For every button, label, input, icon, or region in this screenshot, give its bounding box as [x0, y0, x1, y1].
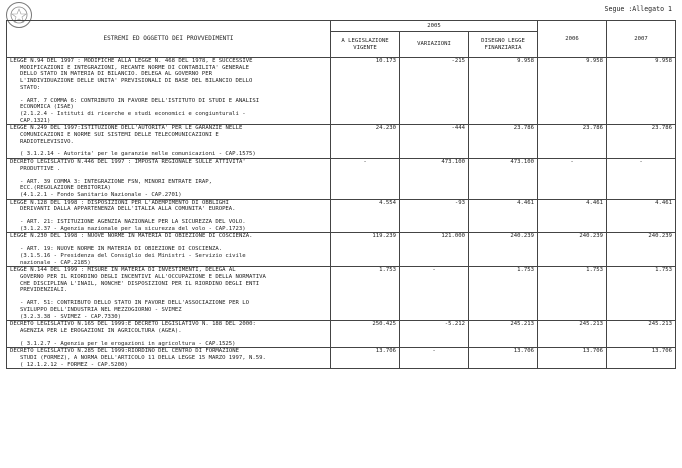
provisions-table: [6, 20, 676, 369]
column-header-2007: 2007: [607, 21, 676, 58]
table-body: [7, 58, 676, 369]
page-reference: Segue :Allegato 1: [604, 5, 672, 13]
table-row: [7, 159, 676, 200]
table-row: [7, 348, 676, 369]
article-line: SVILUPPO DELL'INDUSTRIA NEL MEZZOGIORNO - SVIMEZ: [20, 306, 182, 313]
provision-title-line: L'INDIVIDUAZIONE DELLE UNITA' PREVISIONALI DI BASE DEL BILANCIO DELLO: [20, 78, 253, 85]
value-2006: 245.213: [538, 321, 607, 348]
provision-title-line: PREVIDENZIALI.: [20, 287, 68, 294]
value-2006: 23.786: [538, 125, 607, 159]
provision-title-line: DELLO STATO IN MATERIA DI BILANCIO. DELEGA AL GOVERNO PER: [20, 71, 212, 78]
article-line: - ART. 21: ISTITUZIONE AGENZIA NAZIONALE PER LA SICUREZZA DEL VOLO.: [20, 219, 246, 226]
value-disegno-legge: 473.100: [469, 159, 538, 200]
provision-title-line: DECRETO LEGISLATIVO N.165 DEL 1999:E DECRETO LEGISLATIVO N. 188 DEL 2000:: [10, 321, 256, 328]
provision-title-line: LEGGE N.144 DEL 1999 : MISURE IN MATERIA DI INVESTIMENTI, DELEGA AL: [10, 267, 236, 274]
value-2007: 245.213: [607, 321, 676, 348]
table-row: [7, 267, 676, 321]
value-2007: -: [607, 159, 676, 200]
provision-title-line: LEGGE N.94 DEL 1997 : MODIFICHE ALLA LEGGE N. 468 DEL 1978, E SUCCESSIVE: [10, 58, 253, 64]
value-legislazione-vigente: 1.753: [331, 267, 400, 321]
table-row: [7, 125, 676, 159]
value-variazioni: -444: [400, 125, 469, 159]
value-variazioni: -: [400, 348, 469, 369]
provision-description: [7, 267, 331, 321]
value-2006: 240.239: [538, 233, 607, 267]
value-2006: -: [538, 159, 607, 200]
provision-description: [7, 348, 331, 369]
value-disegno-legge: 13.706: [469, 348, 538, 369]
table-row: [7, 233, 676, 267]
provision-title-line: AGENZIA PER LE EROGAZIONI IN AGRICOLTURA (AGEA).: [20, 327, 182, 334]
provision-title-line: STUDI (FORMEZ), A NORMA DELL'ARTICOLO 11 DELLA LEGGE 15 MARZO 1997, N.59.: [20, 355, 266, 362]
table-row: [7, 199, 676, 233]
value-legislazione-vigente: 250.425: [331, 321, 400, 348]
article-line: - ART. 19: NUOVE NORME IN MATERIA DI OBIEZIONE DI COSCIENZA.: [20, 246, 223, 253]
article-line: (3.2.3.38 - SVIMEZ - CAP.7330): [20, 313, 122, 320]
value-disegno-legge: 9.958: [469, 58, 538, 125]
provision-title-line: ( 12.1.2.12 - FORMEZ - CAP.5200): [20, 361, 128, 368]
value-2007: 13.706: [607, 348, 676, 369]
provision-title-line: LEGGE N.249 DEL 1997:ISTITUZIONE DELL'AUTORITA' PER LE GARANZIE NELLE: [10, 125, 243, 132]
value-variazioni: -93: [400, 199, 469, 233]
article-line: (4.1.2.1 - Fondo Sanitario Nazionale - CAP.2701): [20, 191, 182, 198]
article-line: (3.1.5.16 - Presidenza del Consiglio dei Ministri - Servizio civile: [20, 252, 246, 259]
provision-description: [7, 58, 331, 125]
article-line: (2.1.2.4 - Istituti di ricerche e studi economici e congiunturali -: [20, 110, 246, 117]
provision-description: [7, 321, 331, 348]
article-line: - ART. 7 COMMA 6: CONTRIBUTO IN FAVORE DELL'ISTITUTO DI STUDI E ANALISI: [20, 97, 260, 104]
value-disegno-legge: 1.753: [469, 267, 538, 321]
article-line: (3.1.2.37 - Agenzia nazionale per la sicurezza del volo - CAP.1723): [20, 225, 246, 232]
provision-description: [7, 199, 331, 233]
provision-title-line: GOVERNO PER IL RIORDINO DEGLI INCENTIVI ALL'OCCUPAZIONE E DELLA NORMATIVA: [20, 273, 266, 280]
table-row: [7, 321, 676, 348]
article-line: ECC.(REGOLAZIONE DEBITORIA): [20, 185, 111, 192]
table-row: [7, 58, 676, 125]
provision-title-line: DECRETO LEGISLATIVO N.446 DEL 1997 : IMPOSTA REGIONALE SULLE ATTIVITA': [10, 159, 246, 166]
value-2007: 1.753: [607, 267, 676, 321]
provision-title-line: DECRETO LEGISLATIVO N.285 DEL 1999:RIORDINO DEL CENTRO DI FORMAZIONE: [10, 348, 240, 355]
value-2006: 9.958: [538, 58, 607, 125]
provision-description: [7, 125, 331, 159]
article-line: - ART. 39 COMMA 3: INTEGRAZIONE FSN, MINORI ENTRATE IRAP,: [20, 178, 212, 185]
column-header-variazioni: VARIAZIONI: [400, 32, 469, 58]
provision-title-line: LEGGE N.128 DEL 1998 : DISPOSIZIONI PER L'ADEMPIMENTO DI OBBLIGHI: [10, 199, 229, 206]
value-2007: 240.239: [607, 233, 676, 267]
value-variazioni: -: [400, 267, 469, 321]
value-2007: 4.461: [607, 199, 676, 233]
value-legislazione-vigente: 24.230: [331, 125, 400, 159]
value-disegno-legge: 240.239: [469, 233, 538, 267]
article-line: ( 3.1.2.14 - Autorita' per le garanzie nelle comunicazioni - CAP.1575): [20, 151, 256, 158]
value-disegno-legge: 245.213: [469, 321, 538, 348]
value-disegno-legge: 23.786: [469, 125, 538, 159]
provision-title-line: CHE DISCIPLINA L'INAIL, NONCHE' DISPOSIZIONI PER IL RIORDINO DEGLI ENTI: [20, 280, 260, 287]
value-legislazione-vigente: 119.239: [331, 233, 400, 267]
value-2006: 13.706: [538, 348, 607, 369]
provision-title-line: COMUNICAZIONI E NORME SUI SISTEMI DELLE TELECOMUNICAZIONI E: [20, 132, 219, 139]
column-header-2006: 2006: [538, 21, 607, 58]
provision-description: [7, 233, 331, 267]
provision-title-line: LEGGE N.230 DEL 1998 : NUOVE NORME IN MATERIA DI OBIEZIONE DI COSCIENZA.: [10, 233, 253, 240]
value-variazioni: 473.100: [400, 159, 469, 200]
value-2006: 4.461: [538, 199, 607, 233]
provision-title-line: STATO:: [20, 84, 41, 91]
value-2007: 9.958: [607, 58, 676, 125]
provision-title-line: MODIFICAZIONI E INTEGRAZIONI, RECANTE NORME DI CONTABILITA' GENERALE: [20, 64, 250, 71]
column-header-disegno-legge: DISEGNO LEGGE FINANZIARIA: [469, 32, 538, 58]
value-2006: 1.753: [538, 267, 607, 321]
provision-description: [7, 159, 331, 200]
value-variazioni: -5.212: [400, 321, 469, 348]
value-2007: 23.786: [607, 125, 676, 159]
value-variazioni: 121.000: [400, 233, 469, 267]
value-legislazione-vigente: -: [331, 159, 400, 200]
value-legislazione-vigente: 10.173: [331, 58, 400, 125]
value-disegno-legge: 4.461: [469, 199, 538, 233]
provision-title-line: DERIVANTI DALLA APPARTENENZA DELL'ITALIA ALLA COMUNITA' EUROPEA.: [20, 206, 236, 213]
provision-title-line: PRODUTTIVE .: [20, 165, 61, 172]
article-line: CAP.1321): [20, 117, 51, 124]
column-header-legislazione-vigente: A LEGISLAZIONE VIGENTE: [331, 32, 400, 58]
value-legislazione-vigente: 4.554: [331, 199, 400, 233]
provision-title-line: RADIOTELEVISIVO.: [20, 138, 74, 145]
article-line: ( 3.1.2.7 - Agenzia per le erogazioni in agricoltura - CAP.1525): [20, 340, 236, 347]
column-header-2005: 2005: [331, 21, 538, 32]
column-header-description: ESTREMI ED OGGETTO DEI PROVVEDIMENTI: [7, 21, 331, 58]
value-legislazione-vigente: 13.706: [331, 348, 400, 369]
value-variazioni: -215: [400, 58, 469, 125]
article-line: - ART. 51: CONTRIBUTO DELLO STATO IN FAVORE DELL'ASSOCIAZIONE PER LO: [20, 300, 250, 307]
article-line: ECONOMICA (ISAE): [20, 104, 74, 111]
article-line: nazionale - CAP.2185): [20, 259, 91, 266]
